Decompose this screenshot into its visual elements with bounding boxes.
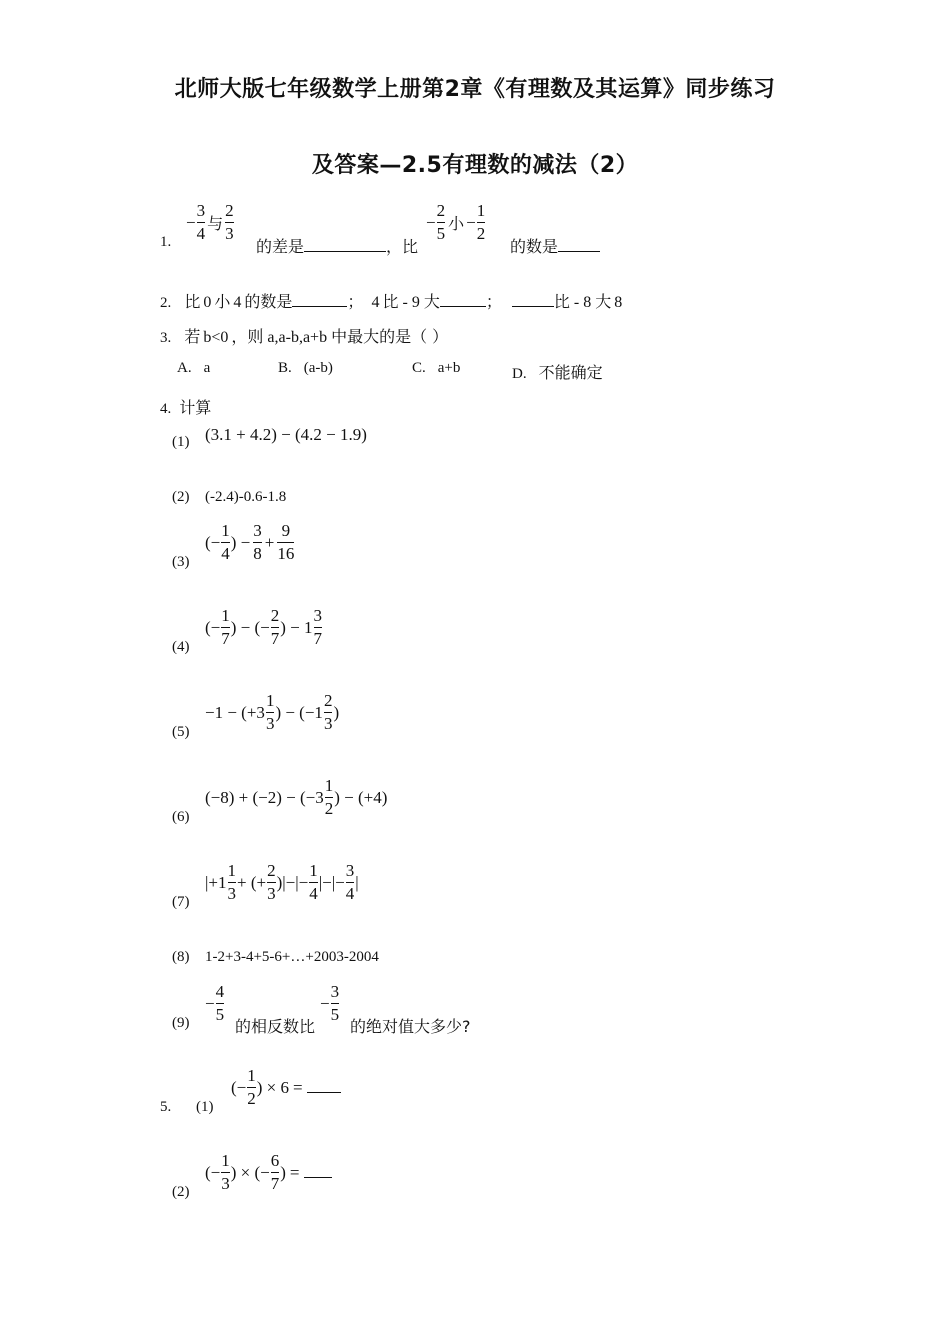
q1-frac-d-num: 1 bbox=[476, 201, 486, 220]
q1-frac-c bbox=[437, 201, 446, 244]
q4-item3-expr: (− $\frac{1}{4}$ ) − $\frac{3}{8}$ + $\frac{9}{16}$ bbox=[205, 521, 295, 563]
q3-line: 3. 若 b<0 ，则 a,a-b,a+b 中最大的是（ ） bbox=[160, 327, 449, 346]
q4-item6-label: (6) bbox=[172, 809, 190, 825]
q1-expression-a bbox=[186, 201, 235, 244]
q5-item2-expr: (− $\frac{1}{3}$ ) × (− $\frac{6}{7}$ ) = bbox=[205, 1151, 332, 1194]
q1-blank-2[interactable] bbox=[558, 237, 600, 252]
q4-item1-expr: (3.1 + 4.2) − (4.2 − 1.9) bbox=[205, 425, 367, 444]
q4-item7-expr: |+1 $\frac{1}{3}$ + (+ $\frac{2}{3}$ )|−|− $\frac{1}{4}$ |−|− $\frac{3}{4}$ | bbox=[205, 861, 359, 903]
q2-blank-2[interactable] bbox=[440, 292, 486, 307]
q5-item2-label: (2) bbox=[172, 1184, 190, 1200]
q1-frac-c-den: 5 bbox=[436, 224, 446, 243]
page-title-line2: 及答案—2.5有理数的减法（2） bbox=[311, 153, 639, 178]
q5-item1-blank[interactable] bbox=[307, 1082, 341, 1093]
q4-heading: 4. 计算 bbox=[160, 398, 212, 417]
q4-item8-expr: 1-2+3-4+5-6+…+2003-2004 bbox=[205, 949, 379, 965]
q4-item4-label: (4) bbox=[172, 639, 190, 655]
q1-frac-a-sign: − bbox=[186, 212, 196, 232]
q4-item9-text-a: 的相反数比 bbox=[235, 1017, 316, 1036]
q1-blank-1[interactable] bbox=[304, 237, 386, 252]
q1-frac-d-den: 2 bbox=[476, 224, 486, 243]
q4-number: 4. bbox=[160, 401, 172, 417]
q5-item1-label: (1) bbox=[196, 1099, 214, 1115]
q1-frac-b-den: 3 bbox=[225, 224, 234, 243]
q1-frac-d bbox=[477, 201, 486, 244]
q1-number: 1. bbox=[160, 234, 172, 250]
q4-item7-label: (7) bbox=[172, 894, 190, 910]
q4-item4-expr: (− $\frac{1}{7}$ ) − (− $\frac{2}{7}$ ) − 1 $\frac{3}{7}$ bbox=[205, 606, 322, 648]
q3-number: 3. bbox=[160, 330, 172, 346]
q4-item2-expr: (-2.4)-0.6-1.8 bbox=[205, 489, 287, 505]
q2-line: 2. 比 0 小 4 的数是 ； 4 比 - 9 大 ； 比 - 8 大 8 bbox=[160, 292, 623, 311]
q1-frac-a bbox=[197, 201, 206, 244]
q5-number: 5. bbox=[160, 1099, 172, 1115]
q4-item2-label: (2) bbox=[172, 489, 190, 505]
q1-text-diff: 的差是 ，比 bbox=[256, 237, 419, 256]
q1-frac-a-num: 3 bbox=[196, 201, 206, 220]
q1-conn-yu: 与 bbox=[207, 214, 224, 233]
q4-item6-expr: (−8) + (−2) − (−3 $\frac{1}{2}$ ) − (+4) bbox=[205, 776, 388, 818]
q4-item9-text-b: 的绝对值大多少? bbox=[350, 1017, 471, 1036]
q2-blank-3[interactable] bbox=[512, 292, 554, 307]
q4-item9-label: (9) bbox=[172, 1015, 190, 1031]
q4-item5-expr: −1 − (+3 $\frac{1}{3}$ ) − (−1 $\frac{2}{3}$ ) bbox=[205, 691, 340, 733]
q1-frac-c-sign: − bbox=[426, 212, 436, 232]
q4-item5-label: (5) bbox=[172, 724, 190, 740]
q1-conn-xiao: 小 bbox=[448, 214, 465, 233]
q4-item8-label: (8) bbox=[172, 949, 190, 965]
q4-item3-label: (3) bbox=[172, 554, 190, 570]
q1-frac-a-den: 4 bbox=[196, 224, 206, 243]
q4-item9-frac-b: − $\frac{3}{5}$ bbox=[320, 982, 340, 1024]
q3-option-a[interactable]: A. a bbox=[177, 360, 211, 376]
q1-text-end: 的数是 bbox=[510, 234, 600, 257]
page-title-line1: 北师大版七年级数学上册第2章《有理数及其运算》同步练习 bbox=[174, 77, 776, 102]
q1-frac-b bbox=[225, 201, 234, 244]
q3-option-c[interactable]: C. a+b bbox=[412, 360, 461, 376]
q2-blank-1[interactable] bbox=[292, 292, 347, 307]
q4-item9-frac-a: − $\frac{4}{5}$ bbox=[205, 982, 225, 1024]
q5-item1-expr: (− $\frac{1}{2}$ ) × 6 = bbox=[231, 1066, 341, 1109]
q5-item2-blank[interactable] bbox=[304, 1167, 332, 1178]
q1-expression-b bbox=[426, 201, 486, 244]
q1-frac-c-num: 2 bbox=[436, 201, 446, 220]
q3-option-d[interactable]: D. 不能确定 bbox=[512, 363, 603, 382]
q1-frac-d-sign: − bbox=[466, 212, 476, 232]
q2-number: 2. bbox=[160, 295, 172, 311]
q1-frac-b-num: 2 bbox=[225, 201, 234, 220]
q4-item1-label: (1) bbox=[172, 434, 190, 450]
q3-option-b[interactable]: B. (a-b) bbox=[278, 360, 333, 376]
